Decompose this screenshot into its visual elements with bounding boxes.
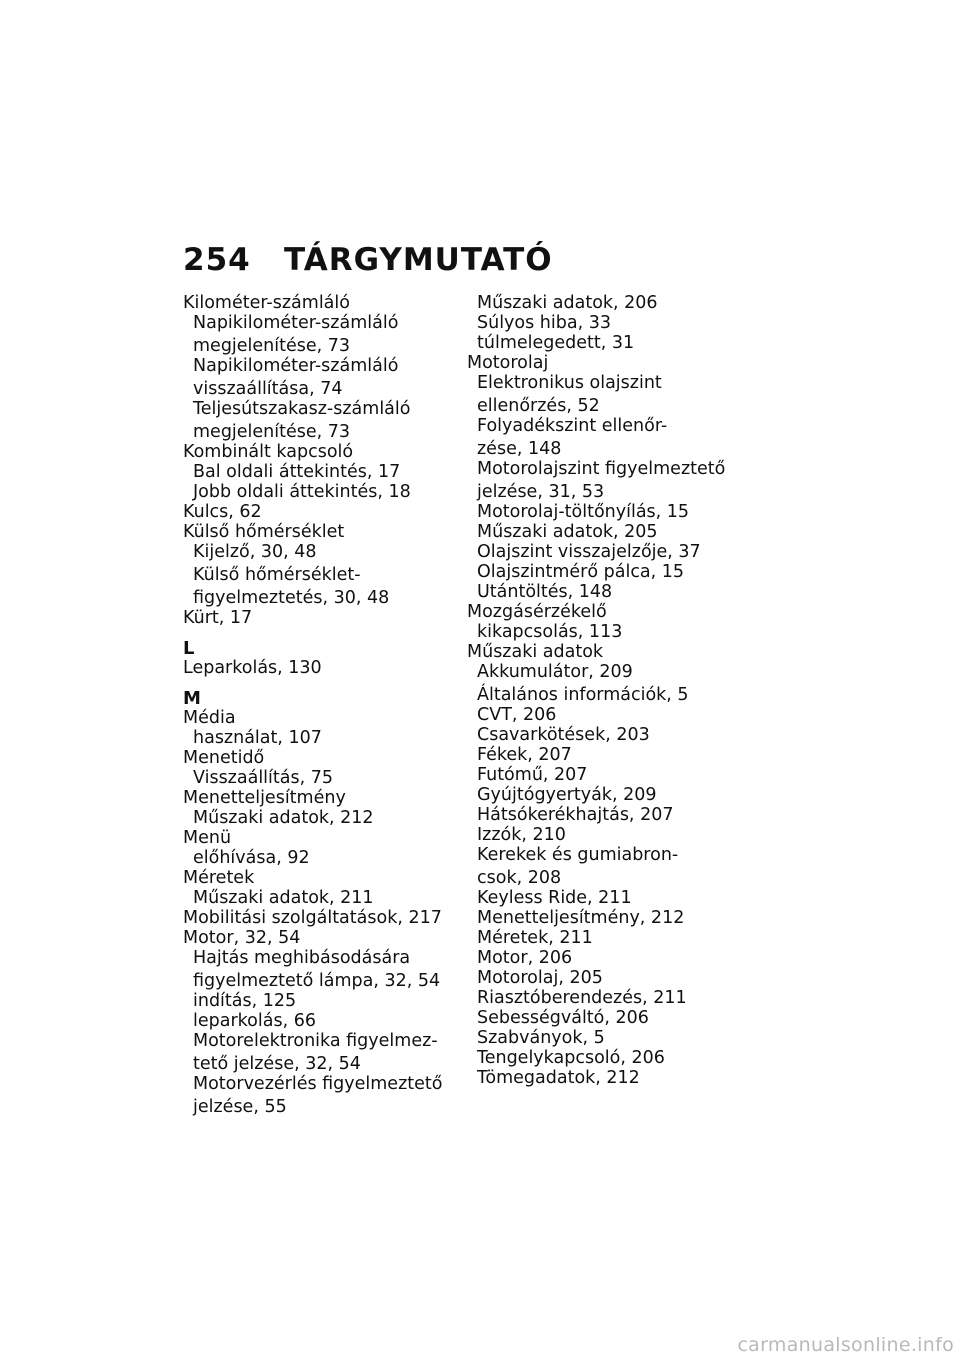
index-subentry: visszaállítása, 74 [193, 379, 343, 399]
index-entry: Menü [183, 828, 232, 848]
index-entry: Méretek [183, 868, 255, 888]
index-entry: Menetteljesítmény [183, 788, 346, 808]
index-subentry: Fékek, 207 [477, 745, 572, 765]
index-subentry: Teljesútszakasz-számláló [193, 399, 411, 419]
index-subentry: Tengelykapcsoló, 206 [477, 1048, 665, 1068]
index-subentry: Motorolajszint figyelmeztető [477, 459, 726, 479]
index-subentry: Hátsókerékhajtás, 207 [477, 805, 674, 825]
watermark: carmanualsonline.info [737, 1334, 954, 1356]
index-subentry: Riasztóberendezés, 211 [477, 988, 687, 1008]
index-subentry: Olajszint visszajelzője, 37 [477, 542, 701, 562]
index-entry: Menetidő [183, 748, 265, 768]
index-subentry: Műszaki adatok, 212 [193, 808, 374, 828]
index-entry: Kürt, 17 [183, 608, 253, 628]
index-subentry: előhívása, 92 [193, 848, 310, 868]
index-subentry: Futómű, 207 [477, 765, 588, 785]
index-subentry: Jobb oldali áttekintés, 18 [193, 482, 411, 502]
index-subentry: túlmelegedett, 31 [477, 333, 635, 353]
index-subentry: Tömegadatok, 212 [477, 1068, 640, 1088]
index-entry: Mozgásérzékelő [467, 602, 607, 622]
index-subentry: megjelenítése, 73 [193, 336, 351, 356]
index-subentry: Műszaki adatok, 211 [193, 888, 374, 908]
index-subentry: Műszaki adatok, 205 [477, 522, 658, 542]
index-subentry: indítás, 125 [193, 991, 297, 1011]
index-subentry: Izzók, 210 [477, 825, 566, 845]
index-subentry: kikapcsolás, 113 [477, 622, 623, 642]
index-subentry: Általános információk, 5 [477, 685, 689, 705]
index-subentry: figyelmeztető lámpa, 32, 54 [193, 971, 441, 991]
index-entry: Motorolaj [467, 353, 549, 373]
index-subentry: jelzése, 31, 53 [477, 482, 605, 502]
index-subentry: csok, 208 [477, 868, 562, 888]
index-subentry: Elektronikus olajszint [477, 373, 662, 393]
index-subentry: Méretek, 211 [477, 928, 593, 948]
index-subentry: jelzése, 55 [193, 1097, 287, 1117]
index-subentry: Hajtás meghibásodására [193, 948, 411, 968]
index-subentry: leparkolás, 66 [193, 1011, 316, 1031]
index-subentry: Sebességváltó, 206 [477, 1008, 649, 1028]
index-subentry: Napikilométer-számláló [193, 356, 399, 376]
index-subentry: használat, 107 [193, 728, 322, 748]
index-subentry: Kijelző, 30, 48 [193, 542, 317, 562]
index-entry: Kulcs, 62 [183, 502, 262, 522]
index-subentry: megjelenítése, 73 [193, 422, 351, 442]
index-subentry: Gyújtógyertyák, 209 [477, 785, 657, 805]
page-header [183, 242, 553, 278]
index-subentry: Motorelektronika figyelmez- [193, 1031, 438, 1051]
page-number: 254 [183, 242, 251, 278]
index-subentry: Motor, 206 [477, 948, 573, 968]
index-subentry: Akkumulátor, 209 [477, 662, 633, 682]
index-entry: Mobilitási szolgáltatások, 217 [183, 908, 442, 928]
index-subentry: Bal oldali áttekintés, 17 [193, 462, 401, 482]
index-subentry: zése, 148 [477, 439, 562, 459]
index-subentry: CVT, 206 [477, 705, 557, 725]
index-subentry: Szabványok, 5 [477, 1028, 605, 1048]
index-subentry: ellenőrzés, 52 [477, 396, 600, 416]
index-subentry: Visszaállítás, 75 [193, 768, 333, 788]
index-section-letter: M [183, 688, 201, 709]
index-column-left [183, 293, 463, 1117]
index-entry: Műszaki adatok [467, 642, 604, 662]
index-subentry: Olajszintmérő pálca, 15 [477, 562, 685, 582]
index-subentry: tető jelzése, 32, 54 [193, 1054, 361, 1074]
index-subentry: Napikilométer-számláló [193, 313, 399, 333]
index-column-right [467, 293, 767, 1088]
index-subentry: Keyless Ride, 211 [477, 888, 632, 908]
index-subentry: Kerekek és gumiabron- [477, 845, 679, 865]
index-subentry: Motorolaj, 205 [477, 968, 603, 988]
index-entry: Kombinált kapcsoló [183, 442, 354, 462]
index-subentry: Külső hőmérséklet- [193, 565, 361, 585]
index-entry: Külső hőmérséklet [183, 522, 345, 542]
index-subentry: Utántöltés, 148 [477, 582, 613, 602]
index-subentry: Folyadékszint ellenőr- [477, 416, 668, 436]
index-subentry: Csavarkötések, 203 [477, 725, 650, 745]
index-subentry: Menetteljesítmény, 212 [477, 908, 685, 928]
index-entry: Leparkolás, 130 [183, 658, 322, 678]
index-subentry: figyelmeztetés, 30, 48 [193, 588, 390, 608]
page-title: TÁRGYMUTATÓ [284, 242, 553, 278]
index-subentry: Motorvezérlés figyelmeztető [193, 1074, 443, 1094]
index-subentry: Műszaki adatok, 206 [477, 293, 658, 313]
index-subentry: Súlyos hiba, 33 [477, 313, 611, 333]
index-section-letter: L [183, 638, 195, 659]
index-entry: Kilométer-számláló [183, 293, 350, 313]
index-entry: Motor, 32, 54 [183, 928, 301, 948]
index-entry: Média [183, 708, 236, 728]
index-subentry: Motorolaj-töltőnyílás, 15 [477, 502, 690, 522]
